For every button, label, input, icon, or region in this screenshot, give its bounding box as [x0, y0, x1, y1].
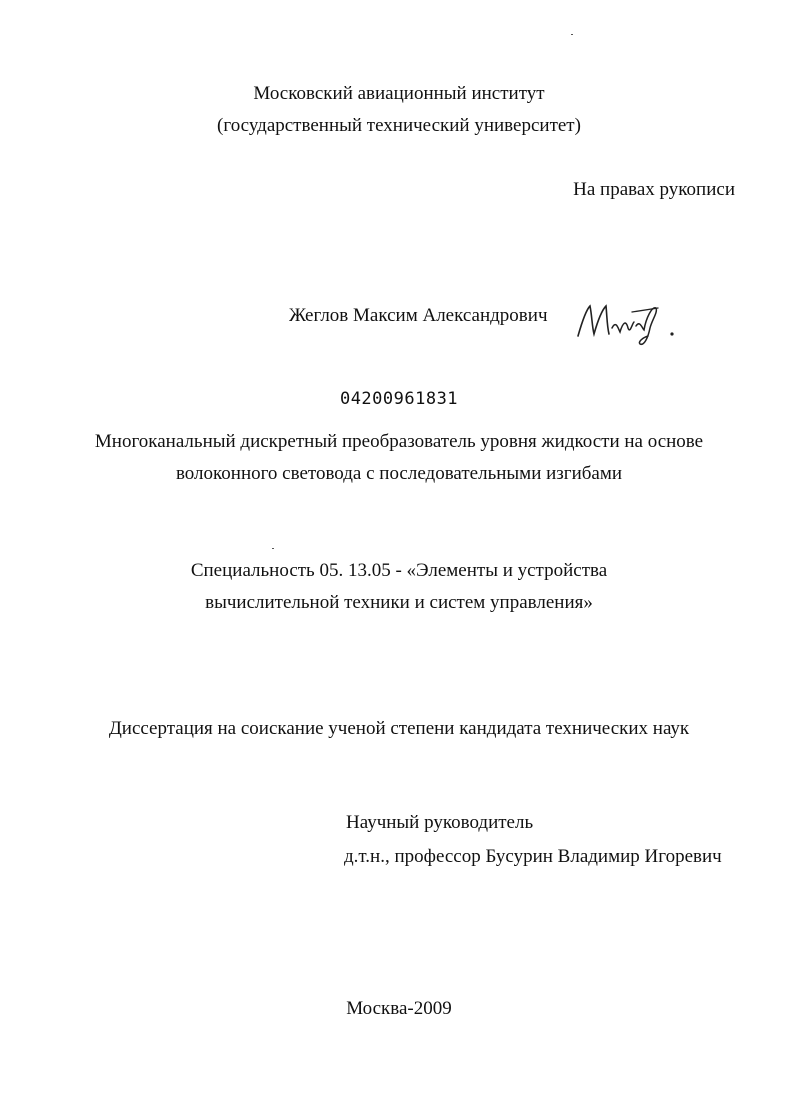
supervisor-label: Научный руководитель	[346, 812, 534, 833]
degree-statement: Диссертация на соискание ученой степени кандидата технических наук	[108, 718, 690, 739]
specialty-line-1: Специальность 05. 13.05 - «Элементы и устройства	[190, 560, 608, 581]
city-year: Москва-2009	[346, 998, 452, 1019]
specialty-line-2: вычислительной техники и систем управления»	[205, 592, 593, 613]
supervisor-name: д.т.н., профессор Бусурин Владимир Игоревич	[344, 846, 722, 867]
manuscript-rights-note: На правах рукописи	[573, 179, 735, 200]
scan-speck-middle	[272, 548, 274, 549]
institute-subtitle: (государственный технический университет)	[217, 115, 581, 136]
scan-speck-top	[571, 34, 573, 35]
thesis-title-line-1: Многоканальный дискретный преобразователь уровня жидкости на основе	[94, 431, 704, 452]
thesis-title-line-2: волоконного световода с последовательными изгибами	[175, 463, 623, 484]
author-name: Жеглов Максим Александрович	[289, 305, 548, 326]
registration-number: 04200961831	[339, 389, 459, 409]
institute-name: Московский авиационный институт	[253, 83, 545, 104]
author-signature	[572, 298, 682, 350]
